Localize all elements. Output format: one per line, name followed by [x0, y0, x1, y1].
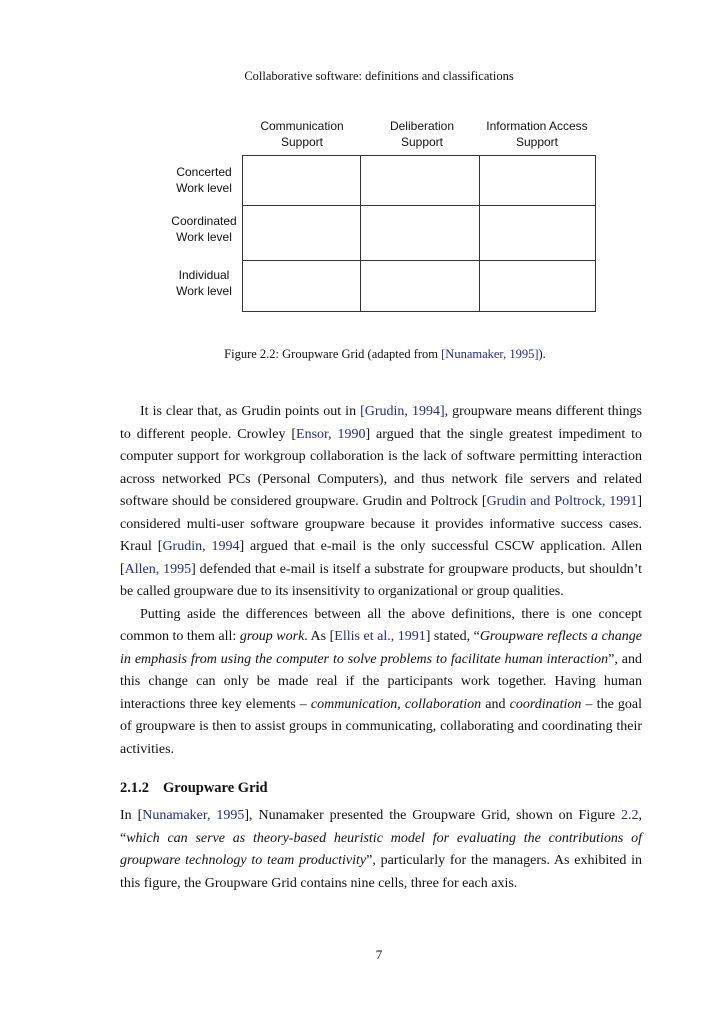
page-number: 7	[375, 947, 383, 962]
citation-link[interactable]: Grudin and Poltrock, 1991	[486, 494, 638, 509]
running-head: Collaborative software: definitions and classifications	[244, 69, 514, 83]
grid-divider	[360, 156, 361, 311]
grid-divider	[479, 156, 480, 311]
paragraph-group-work: Putting aside the differences between all the above definitions, there is one concept common to them all: group work. As [Ellis et al., 1991] stated, “Groupware reflects a change in emphasis from using the computer to solve problems to facilitate human interaction”, and this change can only be made real if the participants work together. Having human interactions three key elements – communication, collaboration and coordination – the goal of groupware is then to assist groups in communicating, collaborating and coordinating their activities.	[120, 606, 643, 757]
groupware-grid-figure	[0, 0, 728, 330]
grid-cells	[242, 155, 596, 312]
citation-link[interactable]: [Nunamaker, 1995]	[441, 347, 539, 361]
paragraph-groupware-definitions: It is clear that, as Grudin points out in [Grudin, 1994], groupware means different things to different people. Crowley [Ensor, 1990] argued that the single greatest impediment to computer support for workgroup collaboration is the lack of software permitting interaction across networked PCs (Personal Computers), and thus network file servers and related software should be considered groupware. Grudin and Poltrock [Grudin and Poltrock, 1991] considered multi-user software groupware because it provides informative success cases. Kraul [Grudin, 1994] argued that e-mail is the only successful CSCW application. Allen [Allen, 1995] defended that e-mail is itself a substrate for groupware products, but shouldn’t be called groupware due to its insensitivity to organizational or group qualities.	[120, 404, 642, 599]
body-paragraph-grid	[120, 805, 642, 895]
column-header-communication: Communication Support	[260, 119, 344, 149]
grid-divider	[243, 205, 595, 206]
paragraph-groupware-grid: In [Nunamaker, 1995], Nunamaker presented the Groupware Grid, shown on Figure 2.2, “which can serve as theory-based heuristic model for evaluating the contributions of groupware technology to team productivity”, particularly for the managers. As exhibited in this figure, the Groupware Grid contains nine cells, three for each axis.	[120, 808, 642, 891]
figure-reference-link[interactable]: 2.2	[621, 808, 639, 823]
row-header-concerted: Concerted Work level	[176, 165, 232, 195]
body-paragraphs	[120, 401, 642, 761]
column-header-information-access: Information Access Support	[486, 119, 588, 149]
citation-link[interactable]: Ensor, 1990	[296, 426, 366, 442]
row-header-individual: Individual Work level	[176, 268, 232, 298]
grid-divider	[243, 260, 595, 261]
row-header-coordinated: Coordinated Work level	[171, 214, 237, 244]
citation-link[interactable]: Ellis et al., 1991	[334, 629, 426, 644]
figure-caption: Figure 2.2: Groupware Grid (adapted from [Nunamaker, 1995]).	[224, 347, 546, 361]
citation-link[interactable]: Grudin, 1994	[162, 539, 240, 554]
column-header-deliberation: Deliberation Support	[389, 119, 455, 149]
citation-link[interactable]: Allen, 1995	[124, 561, 192, 577]
citation-link[interactable]: [Grudin, 1994]	[360, 404, 445, 419]
citation-link[interactable]: Nunamaker, 1995	[142, 808, 245, 823]
section-heading: 2.1.2 Groupware Grid	[120, 780, 268, 796]
